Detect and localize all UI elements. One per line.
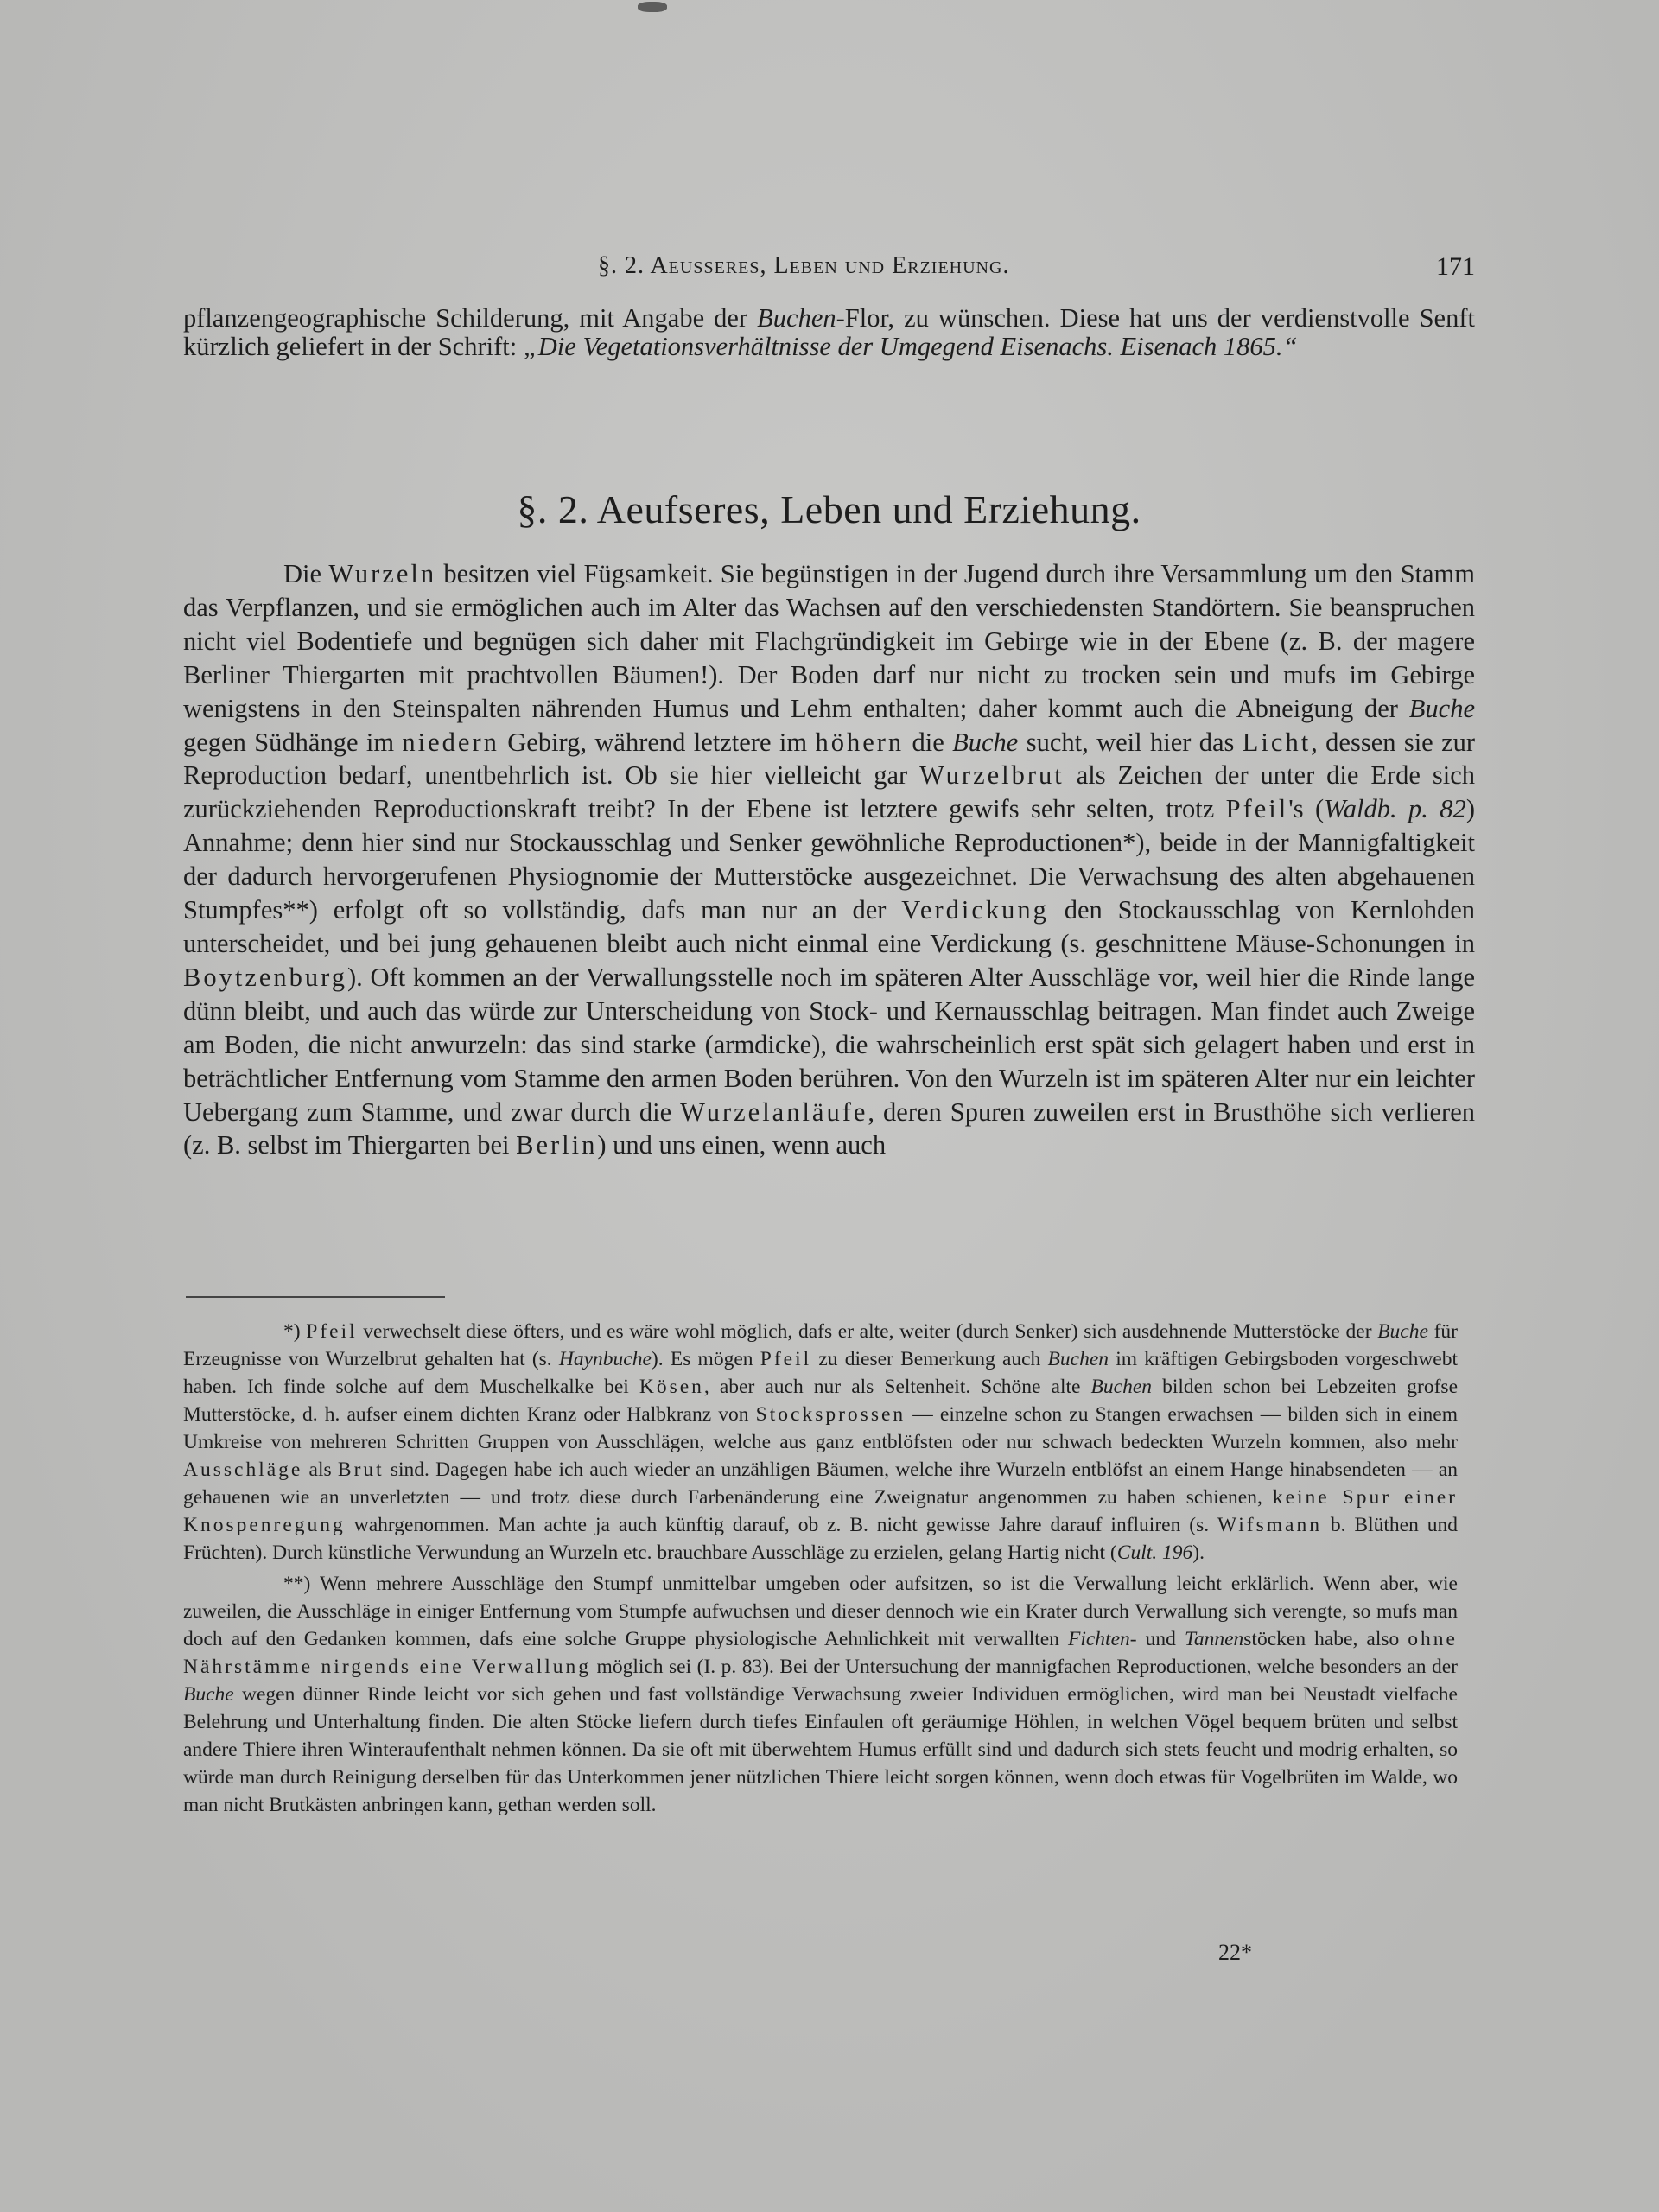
signature-mark: 22*	[1218, 1940, 1252, 1965]
running-head	[183, 252, 1475, 287]
main-body-text	[183, 557, 1475, 1162]
ink-smudge	[638, 2, 667, 12]
footnote-1: *) Pfeil verwechselt diese öfters, und es wäre wohl möglich, dafs er alte, weiter (durch Senker) sich ausdehnende Mutterstöcke der Buche für Erzeugnisse von Wurzelbrut gehalten hat (s. Haynbuche). Es mögen Pfeil zu dieser Bemerkung auch Buchen im kräftigen Gebirgsboden vorgeschwebt haben. Ich finde solche auf dem Muschelkalke bei Kösen, aber auch nur als Seltenheit. Schöne alte Buchen bilden schon bei Lebzeiten grofse Mutterstöcke, d. h. aufser einem dichten Kranz oder Halbkranz von Stocksprossen — einzelne schon zu Stangen erwachsen — bilden sich in einem Umkreise von mehreren Schritten Gruppen von Ausschlägen, welche aus ganz entblöfsten oder nur schwach bedeckten Wurzeln kommen, also mehr Ausschläge als Brut sind. Dagegen habe ich auch wieder an unzähligen Bäumen, welche ihre Wurzeln entblöfst an einem Hange hinabsendeten — an gehauenen wie an unverletzten — und trotz diese durch Farbenänderung eine Zweignatur angenommen zu haben schienen, keine Spur einer Knospenregung wahrgenommen. Man achte ja auch künftig darauf, ob z. B. nicht gewisse Jahre darauf influiren (s. Wifsmann b. Blüthen und Früchten). Durch künstliche Verwundung an Wurzeln etc. brauchbare Ausschläge zu erzielen, gelang Hartig nicht (Cult. 196).	[183, 1320, 1459, 1564]
intro-paragraph: pflanzengeographische Schilderung, mit Angabe der Buchen-Flor, zu wünschen. Diese hat uns der verdienstvolle Senft kürzlich geliefert in der Schrift: „Die Vegetationsverhältnisse der Umgegend Eisenachs. Eisenach 1865.“	[183, 303, 1475, 361]
footnote-2: **) Wenn mehrere Ausschläge den Stumpf unmittelbar umgeben oder aufsitzen, so ist die Verwallung leicht erklärlich. Wenn aber, wie zuweilen, die Ausschläge in einiger Entfernung vom Stumpfe aufwuchsen und dieser dennoch wie ein Krater durch Verwallung sich verengte, so mufs man doch auf den Gedanken kommen, dafs eine solche Gruppe physiologische Aehnlichkeit mit verwallten Fichten- und Tannenstöcken habe, also ohne Nährstämme nirgends eine Verwallung möglich sei (I. p. 83). Bei der Untersuchung der mannigfachen Reproductionen, welche besonders an der Buche wegen dünner Rinde leicht vor sich gehen und fast vollständige Verwachsung zweier Individuen ermöglichen, wird man bei Neustadt vielfache Belehrung und Unterhaltung finden. Die alten Stöcke liefern durch tiefes Einfaulen oft geräumige Höhlen, in welchen Vögel bequem brüten und selbst andere Thiere ihren Winteraufenthalt nehmen können. Da sie oft mit überwehtem Humus erfüllt sind und dadurch sich stets feucht und modrig erhalten, so würde man durch Reinigung derselben für das Unterkommen jener nützlichen Thiere leicht sorgen können, wenn doch etwas für Vogelbrüten im Walde, wo man nicht Brutkästen anbringen kann, gethan werden soll.	[183, 1573, 1458, 1816]
footnotes	[183, 1318, 1458, 1822]
body-paragraph: Die Wurzeln besitzen viel Fügsamkeit. Sie begünstigen in der Jugend durch ihre Versammlung um den Stamm das Verpflanzen, und sie ermöglichen auch im Alter das Wachsen auf den verschiedensten Standörtern. Sie beanspruchen nicht viel Bodentiefe und begnügen sich daher mit Flachgründigkeit im Gebirge wie in der Ebene (z. B. der magere Berliner Thiergarten mit prachtvollen Bäumen!). Der Boden darf nur nicht zu trocken sein und mufs im Gebirge wenigstens in den Steinspalten nährenden Humus und Lehm enthalten; daher kommt auch die Abneigung der Buche gegen Südhänge im niedern Gebirg, während letztere im höhern die Buche sucht, weil hier das Licht, dessen sie zur Reproduction bedarf, unentbehrlich ist. Ob sie hier vielleicht gar Wurzelbrut als Zeichen der unter die Erde sich zurückziehenden Reproductionskraft treibt? In der Ebene ist letztere gewifs sehr selten, trotz Pfeil's (Waldb. p. 82) Annahme; denn hier sind nur Stockausschlag und Senker gewöhnliche Reproductionen*), beide in der Mannigfaltigkeit der dadurch hervorgerufenen Physiognomie der Mutterstöcke ausgezeichnet. Die Verwachsung des alten abgehauenen Stumpfes**) erfolgt oft so vollständig, dafs man nur an der Verdickung den Stockausschlag von Kernlohden unterscheidet, und bei jung gehauenen bleibt auch nicht einmal eine Verdickung (s. geschnittene Mäuse-Schonungen in Boytzenburg). Oft kommen an der Verwallungsstelle noch im späteren Alter Ausschläge vor, weil hier die Rinde lange dünn bleibt, und auch das würde zur Unterscheidung von Stock- und Kernausschlag beitragen. Man findet auch Zweige am Boden, die nicht anwurzeln: das sind starke (armdicke), die wahrscheinlich erst spät sich gelagert haben und erst in beträchtlicher Entfernung vom Stamme den armen Boden berühren. Von den Wurzeln ist im späteren Alter nur ein leichter Uebergang zum Stamme, und zwar durch die Wurzelanläufe, deren Spuren zuweilen erst in Brusthöhe sich verlieren (z. B. selbst im Thiergarten bei Berlin) und uns einen, wenn auch	[183, 559, 1476, 1160]
page-number: 171	[1436, 252, 1475, 281]
footnote-divider	[186, 1296, 445, 1298]
section-title: §. 2. Aeufseres, Leben und Erziehung.	[517, 487, 1141, 531]
running-head-title: §. 2. Aeusseres, Leben und Erziehung.	[598, 252, 1010, 279]
